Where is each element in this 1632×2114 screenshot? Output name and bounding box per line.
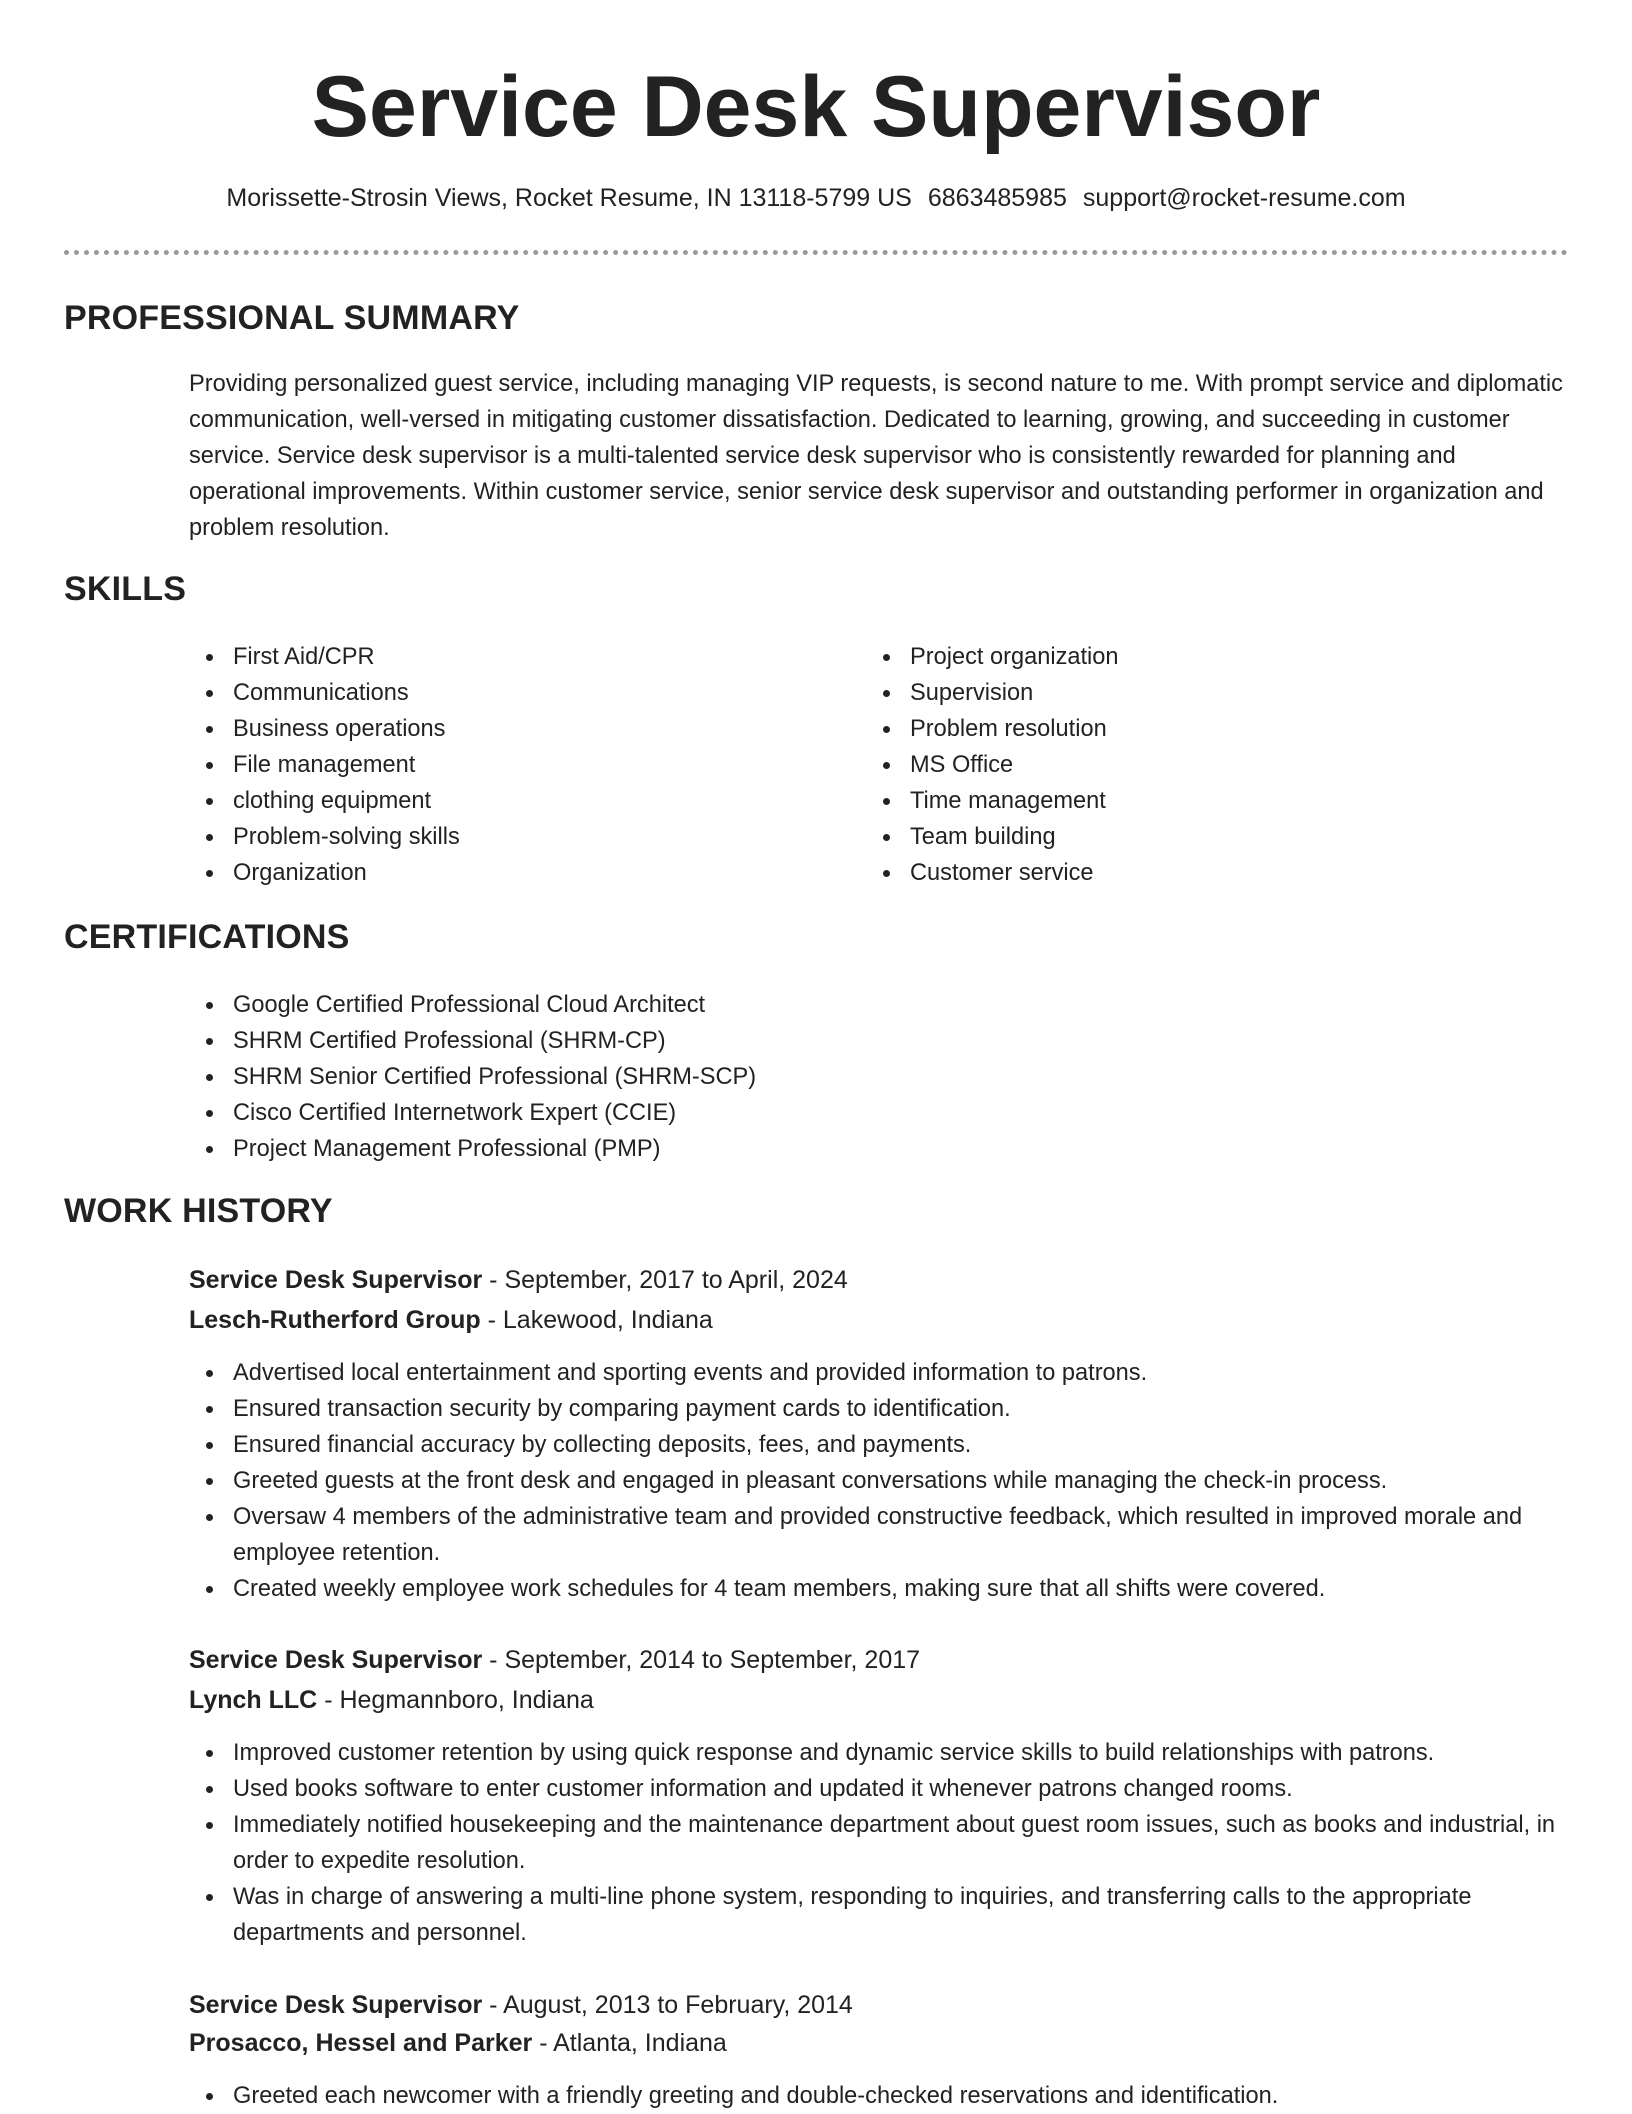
work-history-heading: WORK HISTORY (64, 1192, 333, 1230)
address-text: Morissette-Strosin Views, Rocket Resume, IN 13118-5799 US (226, 184, 912, 212)
job-role: Service Desk Supervisor (189, 1991, 483, 2019)
certifications-heading: CERTIFICATIONS (64, 918, 350, 956)
certification-item: SHRM Senior Certified Professional (SHRM-SCP) (189, 1059, 756, 1095)
skill-item: MS Office (866, 747, 1119, 783)
skills-heading: SKILLS (64, 570, 187, 608)
certification-item: Cisco Certified Internetwork Expert (CCIE) (189, 1095, 756, 1131)
job-company-line (189, 1300, 713, 1340)
job-bullet: Created weekly employee work schedules for 4 team members, making sure that all shifts were covered. (189, 1571, 1569, 1607)
job-title-line (189, 1640, 920, 1680)
job-dates: - August, 2013 to February, 2014 (482, 1991, 853, 2019)
skill-item: Time management (866, 783, 1119, 819)
job-company: Lynch LLC (189, 1686, 318, 1714)
job-bullet: Immediately notified housekeeping and the maintenance department about guest room issues, such as books and industrial, in order to expedite resolution. (189, 1807, 1569, 1879)
skill-item: Customer service (866, 855, 1119, 891)
phone-text: 6863485985 (927, 184, 1067, 212)
job-location: - Lakewood, Indiana (480, 1306, 713, 1334)
email-text: support@rocket-resume.com (1082, 184, 1406, 212)
job-company: Prosacco, Hessel and Parker (189, 2029, 533, 2057)
certification-item: Project Management Professional (PMP) (189, 1131, 756, 1167)
job-bullet: Ensured financial accuracy by collecting deposits, fees, and payments. (189, 1427, 1569, 1463)
skill-item: First Aid/CPR (189, 639, 460, 675)
skill-item: Team building (866, 819, 1119, 855)
skills-list-right (866, 639, 1119, 891)
job-bullets (189, 1735, 1569, 1951)
job-bullet: Oversaw 4 members of the administrative team and provided constructive feedback, which resulted in improved morale and employee retention. (189, 1499, 1569, 1571)
skills-list-left (189, 639, 460, 891)
job-bullet: Improved customer retention by using quick response and dynamic service skills to build relationships with patrons. (189, 1735, 1569, 1771)
job-company: Lesch-Rutherford Group (189, 1306, 481, 1334)
job-dates: - September, 2014 to September, 2017 (482, 1646, 921, 1674)
summary-text: Providing personalized guest service, including managing VIP requests, is second nature to me. With prompt service and diplomatic communication, well-versed in mitigating customer dissatisfaction. Dedicated to learning, growing, and succeeding in customer service. Service desk supervisor is a multi-talented service desk supervisor who is consistently rewarded for planning and operational improvements. Within customer service, senior service desk supervisor and outstanding performer in organization and problem resolution. (189, 371, 1563, 541)
skill-item: File management (189, 747, 460, 783)
skill-item: Business operations (189, 711, 460, 747)
job-title-line (189, 1985, 853, 2025)
skill-item: Communications (189, 675, 460, 711)
job-location: - Atlanta, Indiana (532, 2029, 727, 2057)
job-location: - Hegmannboro, Indiana (317, 1686, 594, 1714)
job-bullet: Was in charge of answering a multi-line phone system, responding to inquiries, and transferring calls to the appropriate departments and personnel. (189, 1879, 1569, 1951)
skill-item: Organization (189, 855, 460, 891)
certification-item: SHRM Certified Professional (SHRM-CP) (189, 1023, 756, 1059)
job-role: Service Desk Supervisor (189, 1646, 483, 1674)
job-bullets (189, 2078, 1569, 2114)
job-bullet: Used books software to enter customer information and updated it whenever patrons changed rooms. (189, 1771, 1569, 1807)
certifications-list (189, 987, 756, 1167)
skill-item: Problem-solving skills (189, 819, 460, 855)
skill-item: clothing equipment (189, 783, 460, 819)
skill-item: Problem resolution (866, 711, 1119, 747)
skill-item: Supervision (866, 675, 1119, 711)
job-bullet: Advertised local entertainment and sporting events and provided information to patrons. (189, 1355, 1569, 1391)
job-company-line (189, 1680, 594, 1720)
job-dates: - September, 2017 to April, 2024 (482, 1266, 848, 1294)
job-role: Service Desk Supervisor (189, 1266, 483, 1294)
summary-heading: PROFESSIONAL SUMMARY (64, 299, 520, 337)
job-bullets (189, 1355, 1569, 1607)
contact-line (0, 180, 1632, 216)
resume-title: Service Desk Supervisor (311, 59, 1321, 155)
certification-item: Google Certified Professional Cloud Architect (189, 987, 756, 1023)
job-company-line (189, 2023, 727, 2063)
job-bullet: Greeted guests at the front desk and engaged in pleasant conversations while managing the check-in process. (189, 1463, 1569, 1499)
job-bullet: Ensured transaction security by comparing payment cards to identification. (189, 1391, 1569, 1427)
skill-item: Project organization (866, 639, 1119, 675)
job-bullet: Greeted each newcomer with a friendly greeting and double-checked reservations and identification. (189, 2078, 1569, 2114)
dotted-divider (64, 250, 1568, 255)
job-title-line (189, 1260, 848, 1300)
